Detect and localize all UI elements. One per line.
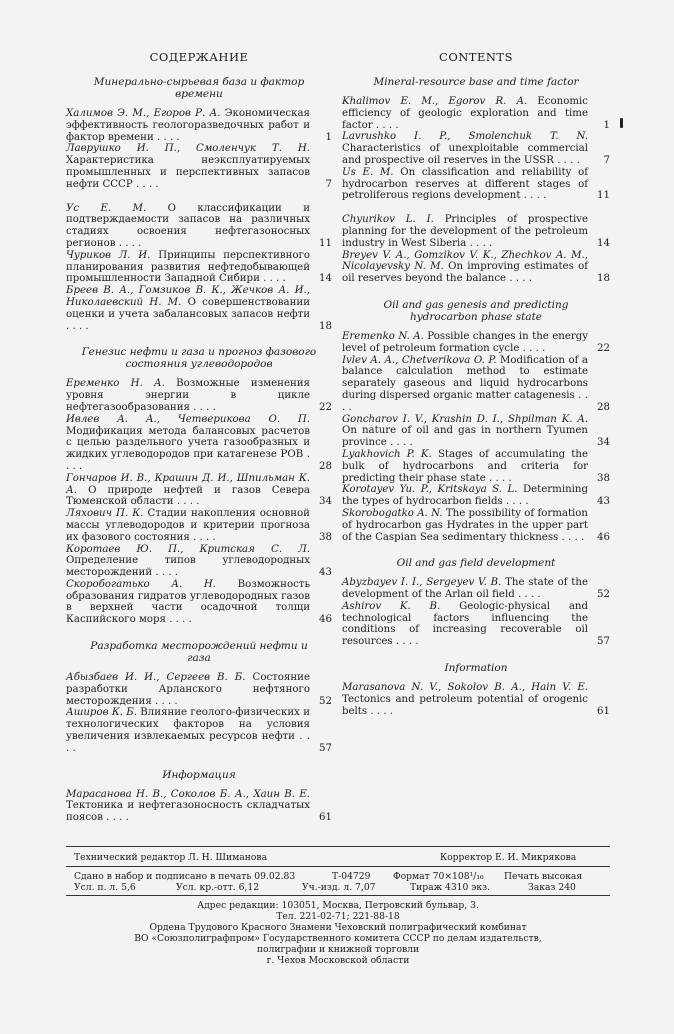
- toc-entry-title: Тектоника и нефтегазоносность складчатых поясов: [66, 800, 310, 824]
- printer-line-4: г. Чехов Московской области: [266, 955, 410, 966]
- toc-entry-authors: Us E. M.: [342, 166, 394, 178]
- toc-entry-authors: Скоробогатько А. Н.: [66, 578, 216, 590]
- toc-entry[interactable]: [342, 167, 610, 202]
- toc-entry-title: Стадии накопления основной массы углеводородов и критерии прогноза их фазового состояния: [66, 508, 310, 543]
- imprint-publisher-sheets: Уч.-изд. л. 7,07: [302, 882, 376, 893]
- toc-entry-title: Характеристика неэксплуатируемых промышленных и перспективных запасов нефти СССР: [66, 155, 310, 190]
- toc-entry-text: [342, 131, 588, 166]
- toc-entry[interactable]: [66, 285, 332, 332]
- editorial-phones: Тел. 221-02-71; 221-88-18: [276, 911, 400, 922]
- toc-entry-page: 34: [319, 496, 332, 508]
- toc-entry-page: 11: [319, 237, 332, 249]
- toc-entry-authors: Breyev V. A., Gomzikov V. K., Zhechkov A. M., Nicolayevsky N. M.: [342, 249, 588, 273]
- toc-entry-text: [66, 285, 310, 332]
- toc-entry[interactable]: [66, 414, 332, 473]
- toc-entry[interactable]: [66, 203, 332, 250]
- imprint-submitted: Сдано в набор и подписано в печать 09.02.83: [74, 871, 296, 882]
- toc-section-title: Разработка месторождений нефти и газа: [90, 640, 308, 665]
- toc-section-title: Information: [444, 662, 508, 675]
- imprint-order-code: Т-04729: [332, 871, 371, 882]
- toc-entry-authors: Коротаев Ю. П., Критская С. Л.: [66, 543, 310, 555]
- toc-entry-page: 57: [319, 742, 332, 754]
- imprint-format: Формат 70×108¹/₁₆: [393, 871, 484, 882]
- toc-entry[interactable]: [66, 789, 332, 824]
- margin-mark: [620, 118, 623, 128]
- toc-entry-authors: Аширов К. Б.: [66, 707, 137, 719]
- imprint-rule-bottom: [66, 895, 610, 896]
- imprint-print-sheets: Усл. п. л. 5,6: [74, 882, 136, 893]
- toc-entry-text: [342, 414, 588, 449]
- toc-entry-page: 34: [597, 437, 610, 449]
- toc-entry-page: 52: [597, 589, 610, 601]
- toc-entry[interactable]: [66, 672, 332, 707]
- toc-entry-text: [66, 707, 310, 754]
- toc-entry-authors: Марасанова Н. В., Соколов Б. А., Хаин В. Е.: [66, 788, 310, 800]
- toc-entry-page: 46: [597, 531, 610, 543]
- toc-entry-authors: Гончаров И. В., Крашин Д. И., Шпильман К. А.: [66, 472, 310, 496]
- toc-entry-text: [66, 672, 310, 707]
- imprint-print-type: Печать высокая: [504, 871, 583, 882]
- toc-entry-text: [342, 601, 588, 648]
- toc-entry-authors: Lyakhovich P. K.: [342, 448, 432, 460]
- toc-entry-leader: . . . .: [519, 342, 546, 354]
- toc-entry-authors: Лаврушко И. П., Смоленчук Т. Н.: [66, 143, 310, 155]
- toc-entry-title: On classification and reliability of hydrocarbon reserves at different stages of petroliferous regions development: [342, 166, 588, 202]
- imprint-rule-middle: [66, 866, 610, 867]
- toc-entry[interactable]: [66, 544, 332, 579]
- toc-entry-authors: Бреев В. А., Гомзиков В. К., Жечков А. И., Николаевский Н. М.: [66, 285, 310, 308]
- toc-entry-text: [342, 250, 588, 285]
- toc-entry[interactable]: [66, 250, 332, 285]
- toc-entry-authors: Еременко Н. А.: [66, 378, 165, 390]
- toc-entry[interactable]: [342, 414, 610, 449]
- toc-heading-russian: СОДЕРЖАНИЕ: [149, 50, 249, 64]
- toc-entry[interactable]: [342, 508, 610, 543]
- toc-entry-leader: . . . .: [386, 437, 413, 449]
- toc-entry-page: 14: [597, 237, 610, 249]
- toc-entry-authors: Lavrushko I. P., Smolenchuk T. N.: [342, 131, 588, 143]
- toc-sections-english: [342, 76, 610, 717]
- toc-entry-page: 43: [319, 567, 332, 579]
- toc-entry-page: 46: [319, 614, 332, 626]
- toc-entry-leader: . . . .: [502, 496, 529, 508]
- toc-entry-authors: Абызбаев И. И., Сергеев В. Б.: [66, 672, 246, 684]
- toc-entry-text: [342, 682, 588, 717]
- toc-entry-title: On nature of oil and gas in northern Tyumen province: [342, 425, 588, 449]
- toc-entry-page: 7: [325, 178, 332, 190]
- toc-entry-leader: . . . .: [367, 705, 394, 717]
- toc-entry-authors: Ashirov K. B.: [342, 600, 441, 612]
- toc-entry[interactable]: [342, 449, 610, 484]
- toc-entry-text: [66, 108, 310, 143]
- toc-section-title: Минерально-сырьевая база и фактор времени: [93, 76, 305, 100]
- toc-entry-authors: Korotayev Yu. P., Kritskaya S. L.: [342, 484, 518, 496]
- toc-entry-authors: Ус Е. М.: [66, 202, 147, 214]
- toc-entry-text: [66, 143, 310, 190]
- toc-entry-authors: Skorobogatko A. N.: [342, 507, 443, 519]
- toc-entry-text: [342, 508, 588, 543]
- toc-entry[interactable]: [66, 143, 332, 190]
- toc-entry-authors: Marasanova N. V., Sokolov B. A., Hain V. E.: [342, 682, 588, 694]
- corrector: Корректор Е. И. Микрякова: [440, 852, 577, 863]
- toc-entry-text: [66, 414, 310, 473]
- toc-entry-text: [342, 331, 588, 355]
- toc-section-title: Генезис нефти и газа и прогноз фазового состояния углеводородов: [81, 346, 317, 371]
- toc-entry[interactable]: [342, 214, 610, 249]
- toc-entry-leader: . . . .: [66, 320, 89, 332]
- toc-entry-title: Определение типов углеводородных месторождений: [66, 555, 310, 579]
- toc-entry-leader: . . . .: [151, 695, 178, 707]
- toc-section-title: Oil and gas genesis and predicting hydrocarbon phase state: [383, 298, 569, 323]
- toc-entry-leader: . . . .: [152, 567, 179, 579]
- imprint-circulation: Тираж 4310 экз.: [410, 882, 491, 893]
- toc-entry-text: [66, 579, 310, 626]
- toc-entry-leader: . . . .: [66, 449, 310, 472]
- toc-entry-text: [342, 96, 588, 131]
- toc-entry-page: 22: [319, 401, 332, 413]
- toc-entry-text: [342, 484, 588, 508]
- toc-entry-page: 1: [603, 119, 610, 131]
- toc-column-english: [342, 50, 610, 717]
- toc-entry-leader: . . . .: [189, 401, 216, 413]
- printer-line-3: полиграфии и книжной торговли: [256, 944, 420, 955]
- toc-entry-page: 43: [597, 496, 610, 508]
- toc-entry-text: [66, 789, 310, 824]
- toc-entry-title: Characteristics of unexploitable commercial and prospective oil reserves in the USSR: [342, 143, 588, 166]
- toc-entry-leader: . . . .: [520, 190, 547, 202]
- toc-entry-leader: . . . .: [558, 531, 585, 543]
- toc-entry-title: Possible changes in the energy level of petroleum formation cycle: [342, 330, 588, 354]
- toc-entry-title: Geologic-physical and technological factors influencing the conditions of increasing recoverable oil resources: [342, 600, 588, 648]
- toc-entry-title: Stages of accumulating the bulk of hydrocarbons and criteria for predicting their phase state: [342, 448, 588, 484]
- toc-entry-title: О природе нефтей и газов Севера Тюменской области: [66, 484, 310, 508]
- toc-entry[interactable]: [66, 378, 332, 413]
- toc-column-russian: [66, 50, 332, 824]
- toc-entry[interactable]: [342, 331, 610, 355]
- toc-section-title: Mineral-resource base and time factor: [373, 76, 579, 88]
- toc-entry-title: Principles of prospective planning for the development of the petroleum industry in West Siberia: [342, 214, 588, 249]
- toc-entry-page: 57: [597, 636, 610, 648]
- toc-entry-title: Принципы перспективного планирования развития нефтедобывающей промышленности Западной Сибири: [66, 249, 310, 285]
- toc-entry-title: Economic efficiency of geologic exploration and time factor: [342, 96, 588, 131]
- toc-entry-text: [66, 473, 310, 508]
- toc-entry[interactable]: [342, 355, 610, 414]
- toc-entry-title: Возможные изменения уровня энергии в цикле нефтегазообразования: [66, 378, 310, 413]
- toc-entry-authors: Eremenko N. A.: [342, 330, 424, 342]
- toc-entry-title: Возможность образования гидратов углеводородных газов в верхней части осадочной толщи Каспийского моря: [66, 578, 310, 626]
- toc-entry-authors: Abyzbayev I. I., Sergeyev V. B.: [342, 577, 502, 589]
- printer-line-1: Ордена Трудового Красного Знамени Чеховский полиграфический комбинат: [149, 922, 527, 933]
- toc-entry[interactable]: [66, 108, 332, 143]
- toc-entry-authors: Чуриков Л. И.: [66, 249, 151, 261]
- toc-heading-english: CONTENTS: [439, 50, 513, 64]
- toc-entry-text: [66, 544, 310, 579]
- toc-entry-text: [66, 250, 310, 285]
- toc-entry-leader: . . . .: [165, 614, 192, 626]
- toc-entry-leader: . . . .: [173, 496, 200, 508]
- toc-entry[interactable]: [342, 484, 610, 508]
- toc-entry-text: [342, 577, 588, 601]
- toc-entry-authors: Ивлев А. А., Четверикова О. П.: [66, 413, 310, 425]
- toc-entry-leader: . . . .: [506, 273, 532, 285]
- toc-entry-title: The state of the development of the Arlan oil field: [342, 577, 588, 601]
- toc-entry-authors: Ляхович П. К.: [66, 508, 144, 520]
- toc-entry[interactable]: [66, 508, 332, 543]
- toc-entry-title: Состояние разработки Арланского нефтяного месторождения: [66, 672, 310, 707]
- toc-entry[interactable]: [342, 131, 610, 166]
- toc-entry-leader: . . . .: [553, 154, 580, 166]
- toc-entry-title: Модификация метода балансовых расчетов с целью раздельного учета газообразных и жидких углеводородов при катагенезе РОВ: [66, 425, 310, 461]
- toc-entry[interactable]: [342, 577, 610, 601]
- toc-entry-title: О классификации и подтверждаемости запасов на различных стадиях освоения нефтегазоносных регионов: [66, 202, 310, 249]
- toc-entry-leader: . . . .: [153, 131, 180, 143]
- toc-entry-page: 61: [597, 705, 610, 717]
- toc-entry-page: 7: [603, 154, 610, 166]
- toc-entry-title: On improving estimates of oil reserves beyond the balance: [342, 261, 589, 285]
- toc-entry[interactable]: [66, 707, 332, 754]
- toc-entry-authors: Khalimov E. M., Egorov R. A.: [342, 96, 528, 107]
- toc-entry[interactable]: [66, 473, 332, 508]
- toc-entry-leader: . . . .: [466, 237, 493, 249]
- toc-section-title: Информация: [162, 768, 236, 781]
- toc-entry-authors: Goncharov I. V., Krashin D. I., Shpilman K. A.: [342, 413, 588, 425]
- toc-entry-title: Экономическая эффективность геологоразведочных работ и фактор времени: [66, 108, 310, 143]
- toc-entry-title: Modification of a balance calculation method to estimate separately gaseous and liquid hydrocarbons during dispersed organic matter catagenesis: [342, 354, 588, 401]
- imprint-order-number: Заказ 240: [528, 882, 576, 893]
- toc-entry-page: 38: [597, 472, 610, 484]
- toc-entry-page: 28: [597, 401, 610, 413]
- toc-entry-leader: . . . .: [342, 389, 588, 413]
- toc-entry-page: 52: [319, 695, 332, 707]
- toc-entry-leader: . . . .: [392, 636, 419, 648]
- toc-entry-page: 61: [319, 812, 332, 824]
- toc-entry[interactable]: [66, 579, 332, 626]
- toc-entry-title: Determining the types of hydrocarbon fields: [342, 484, 588, 508]
- toc-entry-page: 18: [597, 273, 610, 285]
- toc-entry-title: О совершенствовании оценки и учета забалансовых запасов нефти: [66, 296, 310, 320]
- toc-entry-title: The possibility of formation of hydrocarbon gas Hydrates in the upper part of the Caspian Sea sedimentary thickness: [342, 507, 588, 543]
- toc-entry-leader: . . . .: [115, 237, 142, 249]
- toc-entry[interactable]: [342, 96, 610, 131]
- toc-entry-leader: . . . .: [485, 472, 512, 484]
- toc-entry[interactable]: [342, 601, 610, 648]
- toc-entry-page: 1: [325, 131, 332, 143]
- toc-entry-leader: . . . .: [189, 531, 216, 543]
- toc-entry-text: [342, 355, 588, 414]
- toc-entry-leader: . . . .: [66, 731, 310, 754]
- toc-entry-text: [342, 449, 588, 484]
- toc-entry[interactable]: [342, 682, 610, 717]
- toc-entry-title: Влияние геолого-физических и технологических факторов на условия увеличения извлекаемых ресурсов нефти: [66, 707, 310, 743]
- imprint-rule-top: [66, 846, 610, 847]
- tech-editor: Технический редактор Л. Н. Шиманова: [74, 852, 268, 863]
- toc-entry-title: Tectonics and petroleum potential of orogenic belts: [342, 693, 588, 717]
- toc-entry-text: [342, 167, 588, 202]
- printer-line-2: ВО «Союзполиграфпром» Государственного комитета СССР по делам издательств,: [134, 933, 542, 944]
- toc-entry-page: 14: [319, 273, 332, 285]
- toc-entry-leader: . . . .: [514, 589, 541, 601]
- toc-entry-authors: Ivlev A. A., Chetverikova O. P.: [342, 354, 497, 366]
- toc-entry-page: 18: [319, 320, 332, 332]
- toc-entry[interactable]: [342, 250, 610, 285]
- toc-entry-leader: . . . .: [132, 178, 159, 190]
- toc-entry-authors: Халимов Э. М., Егоров Р. А.: [66, 108, 221, 119]
- toc-entry-leader: . . . .: [259, 273, 286, 285]
- toc-entry-text: [66, 203, 310, 250]
- toc-entry-page: 11: [597, 190, 610, 202]
- toc-entry-authors: Chyurikov L. I.: [342, 214, 434, 226]
- imprint-color-prints: Усл. кр.-отт. 6,12: [176, 882, 260, 893]
- toc-entry-page: 38: [319, 531, 332, 543]
- toc-entry-text: [66, 378, 310, 413]
- toc-sections-russian: [66, 76, 332, 824]
- toc-entry-text: [342, 214, 588, 249]
- toc-entry-page: 22: [597, 342, 610, 354]
- toc-section-title: Oil and gas field development: [396, 557, 556, 570]
- toc-entry-text: [66, 508, 310, 543]
- editorial-address: Адрес редакции: 103051, Москва, Петровский бульвар, 3.: [197, 900, 479, 911]
- toc-entry-page: 28: [319, 460, 332, 472]
- toc-entry-leader: . . . .: [102, 812, 129, 824]
- toc-entry-leader: . . . .: [372, 119, 399, 131]
